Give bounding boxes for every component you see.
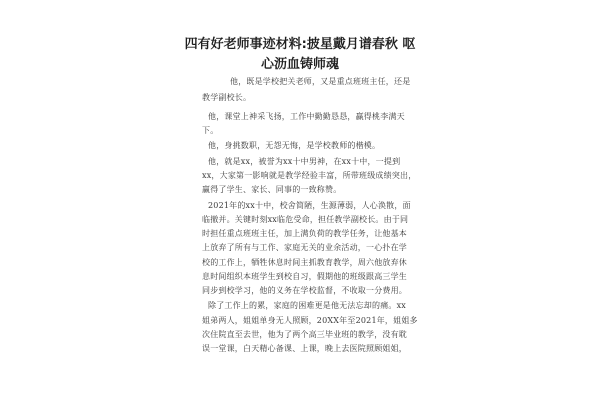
document-title-line-1: 四有好老师事迹材料:披星戴月谱春秋 呕 — [184, 37, 416, 52]
paragraph-line: 临撤并。关键时刻xx临危受命，担任教学副校长。由于同 — [202, 215, 409, 224]
paragraph-line: 下。 — [202, 126, 219, 135]
paragraph-line: 他，身挑数职，无怨无悔，是学校教师的楷模。 — [208, 141, 381, 150]
paragraph-line: 除了工作上的累，家庭的困难更是他无法忘却的痛。xx — [208, 301, 407, 310]
paragraph-line: 赢得了学生、家长、同事的一致称赞。 — [202, 185, 342, 194]
paragraph-line: 上放弃了所有与工作、家庭无关的业余活动，一心扑在学 — [202, 243, 407, 252]
paragraph-line: 教学副校长。 — [202, 93, 252, 102]
paragraph-line: 他，就是xx，被誉为xx十中男神，在xx十中，一提到 — [208, 157, 401, 166]
paragraph-line: xx，大家第一影响就是教学经验丰富，所带班级成绩突出， — [202, 171, 417, 180]
paragraph-line: 校的工作上，牺牲休息时间主抓教育教学，周六他放弃休 — [202, 258, 407, 267]
paragraph-line: 息时间组织本班学生到校自习，假期他的班级跟高三学生 — [202, 272, 407, 281]
paragraph-line: 他，课堂上神采飞扬，工作中勤勤恳恳，赢得桃李满天 — [208, 112, 405, 121]
paragraph-line: 他，既是学校把关老师，又是重点班班主任，还是 — [230, 77, 411, 86]
paragraph-line: 同步到校学习，他的义务在学校监督，不收取一分费用。 — [202, 286, 407, 295]
paragraph-line: 姐弟两人，姐姐单身无人照顾，20XX年至2021年，姐姐多 — [202, 316, 418, 325]
paragraph-line: 次住院直至去世，他为了两个高三毕业班的教学，没有耽 — [202, 330, 407, 339]
paragraph-line: 时担任重点班班主任，加上满负荷的教学任务，让他基本 — [202, 229, 407, 238]
paragraph-line: 2021年的xx十中，校舍简陋，生源薄弱，人心涣散，面 — [208, 201, 411, 210]
paragraph-line: 误一堂课，白天精心备课、上课，晚上去医院照顾姐姐， — [202, 344, 407, 353]
document-title-line-2: 心沥血铸师魂 — [260, 57, 339, 72]
